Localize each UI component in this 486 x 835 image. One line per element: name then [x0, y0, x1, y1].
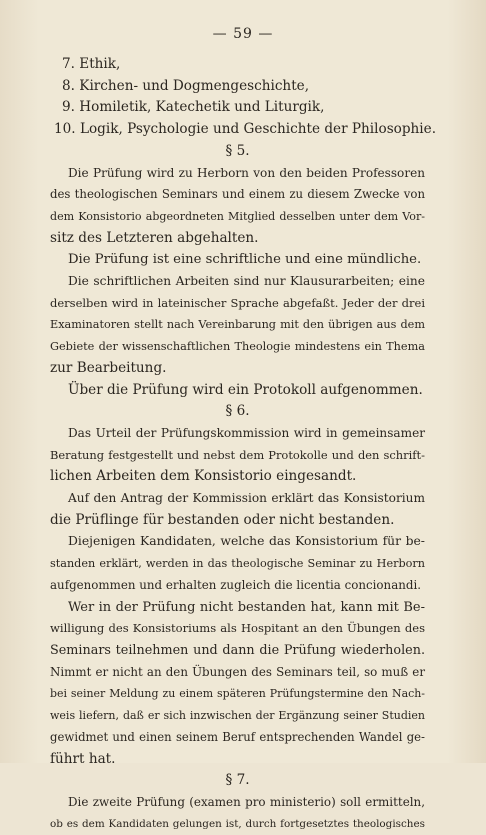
text-line: aufgenommen und erhalten zugleich die licentia concionandi.	[50, 577, 422, 592]
text-line: dem Konsistorio abgeordneten Mitglied desselben unter dem Vor-	[50, 209, 425, 223]
section	[50, 141, 425, 401]
text-line: Wer in der Prüfung nicht bestanden hat, kann mit Be-	[68, 599, 425, 615]
text-line: willigung des Konsistoriums als Hospitant an den Übungen des	[50, 621, 425, 636]
text-line: Die zweite Prüfung (examen pro ministerio) soll ermitteln,	[68, 794, 425, 809]
list-item: 7. Ethik,	[62, 56, 121, 72]
list-item: 9. Homiletik, Katechetik und Liturgik,	[62, 99, 325, 116]
text-line: weis liefern, daß er sich inzwischen der Ergänzung seiner Studien	[50, 709, 425, 723]
text-line: Über die Prüfung wird ein Protokoll aufgenommen.	[68, 381, 423, 398]
text-line: die Prüflinge für bestanden oder nicht bestanden.	[50, 511, 395, 528]
text-line: Die Prüfung ist eine schriftliche und eine mündliche.	[68, 252, 422, 268]
text-line: Das Urteil der Prüfungskommission wird in gemeinsamer	[68, 425, 425, 440]
text-line: zur Bearbeitung.	[50, 359, 167, 376]
text-line: Diejenigen Kandidaten, welche das Konsistorium für be-	[68, 534, 425, 549]
page-number-header: — 59 —	[212, 26, 274, 42]
sections-container	[50, 141, 425, 835]
text-line: des theologischen Seminars und einem zu diesem Zwecke von	[50, 187, 425, 202]
section	[50, 770, 425, 835]
text-line: Die Prüfung wird zu Herborn von den beiden Professoren	[68, 165, 425, 180]
subject-list	[50, 54, 437, 141]
text-line: derselben wird in lateinischer Sprache abgefaßt. Jeder der drei	[50, 295, 425, 310]
text-line: gewidmet und einen seinem Beruf entsprechenden Wandel ge-	[50, 729, 425, 744]
text-line: führt hat.	[50, 750, 116, 767]
text-line: ob es dem Kandidaten gelungen ist, durch fortgesetztes theologisches	[50, 817, 425, 830]
text-line: Nimmt er nicht an den Übungen des Seminars teil, so muß er	[50, 664, 425, 679]
text-line: Examinatoren stellt nach Vereinbarung mit den übrigen aus dem	[50, 318, 425, 332]
section-heading: § 6.	[225, 403, 250, 420]
list-item: 8. Kirchen- und Dogmengeschichte,	[62, 77, 310, 94]
text-line: Gebiete der wissenschaftlichen Theologie mindestens ein Thema	[50, 340, 425, 354]
text-line: Auf den Antrag der Kommission erklärt das Konsistorium	[68, 491, 425, 506]
section-heading: § 5.	[225, 142, 250, 159]
text-line: Beratung festgestellt und nebst dem Protokolle und den schrift-	[50, 447, 425, 462]
section-heading: § 7.	[225, 772, 250, 789]
text-line: bei seiner Meldung zu einem späteren Prüfungstermine den Nach-	[50, 687, 425, 701]
text-line: Seminars teilnehmen und dann die Prüfung wiederholen.	[50, 642, 425, 658]
text-line: Die schriftlichen Arbeiten sind nur Klausurarbeiten; eine	[68, 274, 425, 289]
text-line: lichen Arbeiten dem Konsistorio eingesandt.	[50, 468, 357, 485]
page-body	[50, 54, 437, 835]
section	[50, 401, 425, 770]
text-line: standen erklärt, werden in das theologische Seminar zu Herborn	[50, 557, 425, 571]
text-line: sitz des Letzteren abgehalten.	[50, 229, 259, 246]
list-item: 10. Logik, Psychologie und Geschichte der Philosophie.	[54, 121, 437, 138]
